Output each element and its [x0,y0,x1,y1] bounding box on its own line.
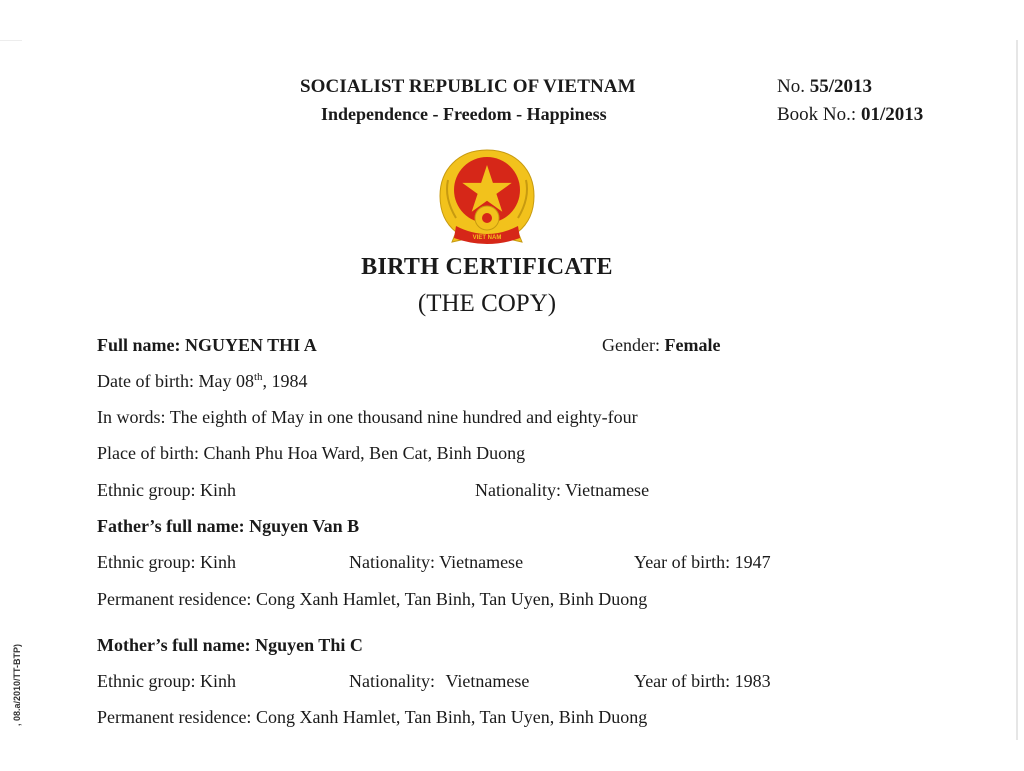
mother-year-value: 1983 [734,671,771,691]
number-label: No. [777,76,805,97]
full-name-value: NGUYEN THI A [185,335,317,355]
dob-label: Date of birth: [97,371,194,391]
book-number [777,104,923,126]
father-ethnic-value: Kinh [199,552,236,572]
dob-year: , 1984 [262,371,308,391]
father-residence-value: Cong Xanh Hamlet, Tan Binh, Tan Uyen, Binh Duong [255,589,648,609]
nationality-value: Vietnamese [565,480,650,500]
father-nationality-field [349,552,523,573]
full-name-label: Full name: [97,335,181,355]
ethnic-label: Ethnic group: [97,480,196,500]
book-value: 01/2013 [860,104,924,125]
gender-label: Gender: [602,335,660,355]
mother-year-field [634,671,771,692]
father-ethnic-label: Ethnic group: [97,552,196,572]
mother-name-label: Mother’s full name: [97,635,251,655]
father-residence-field [97,589,647,610]
full-name-field [97,335,317,356]
scan-edge-top [0,40,22,41]
in-words-field [97,407,638,428]
document-title: BIRTH CERTIFICATE [361,254,613,280]
motto-text: Independence - Freedom - Happiness [321,104,607,124]
father-nationality-label: Nationality: [349,552,435,572]
place-of-birth-field [97,443,525,464]
mother-residence-field [97,707,647,728]
father-residence-label: Permanent residence: [97,589,252,609]
father-year-value: 1947 [734,552,771,572]
mother-year-label: Year of birth: [634,671,731,691]
form-reference-note: , 08.a/2010/TT-BTP) [12,643,22,726]
dob-day: May 08 [198,371,254,391]
mother-name-value: Nguyen Thi C [255,635,363,655]
dob-value [198,371,307,391]
mother-name-field [97,635,363,656]
motto-heading [321,104,607,125]
mother-ethnic-label: Ethnic group: [97,671,196,691]
father-name-label: Father’s full name: [97,516,245,536]
mother-residence-label: Permanent residence: [97,707,252,727]
father-name-field [97,516,359,537]
in-words-value: The eighth of May in one thousand nine hundred and eighty-four [169,407,638,427]
mother-nationality-value: Vietnamese [445,671,530,691]
gender-value: Female [664,335,721,355]
father-year-label: Year of birth: [634,552,731,572]
nationality-label: Nationality: [475,480,561,500]
mother-residence-value: Cong Xanh Hamlet, Tan Binh, Tan Uyen, Binh Duong [255,707,648,727]
mother-ethnic-value: Kinh [199,671,236,691]
in-words-label: In words: [97,407,166,427]
certificate-number [777,76,872,98]
ethnic-group-field [97,480,236,501]
date-of-birth-field [97,371,308,392]
father-name-value: Nguyen Van B [249,516,360,536]
dob-ordinal: th [253,371,263,383]
mother-ethnic-field [97,671,236,692]
number-value: 55/2013 [809,76,873,97]
scan-edge-right [1016,40,1018,740]
place-label: Place of birth: [97,443,199,463]
gender-field [602,335,720,356]
document-subtitle: (THE COPY) [417,290,557,317]
mother-nationality-field [349,671,529,692]
place-value: Chanh Phu Hoa Ward, Ben Cat, Binh Duong [203,443,526,463]
father-ethnic-field [97,552,236,573]
father-year-field [634,552,771,573]
ethnic-value: Kinh [199,480,236,500]
mother-nationality-label: Nationality: [349,671,435,691]
book-label: Book No.: [777,104,857,125]
nationality-field [475,480,649,501]
country-heading: SOCIALIST REPUBLIC OF VIETNAM [300,76,636,97]
father-nationality-value: Vietnamese [439,552,524,572]
emblem-banner-text: VIET NAM [472,235,502,241]
national-emblem-icon [434,146,540,252]
